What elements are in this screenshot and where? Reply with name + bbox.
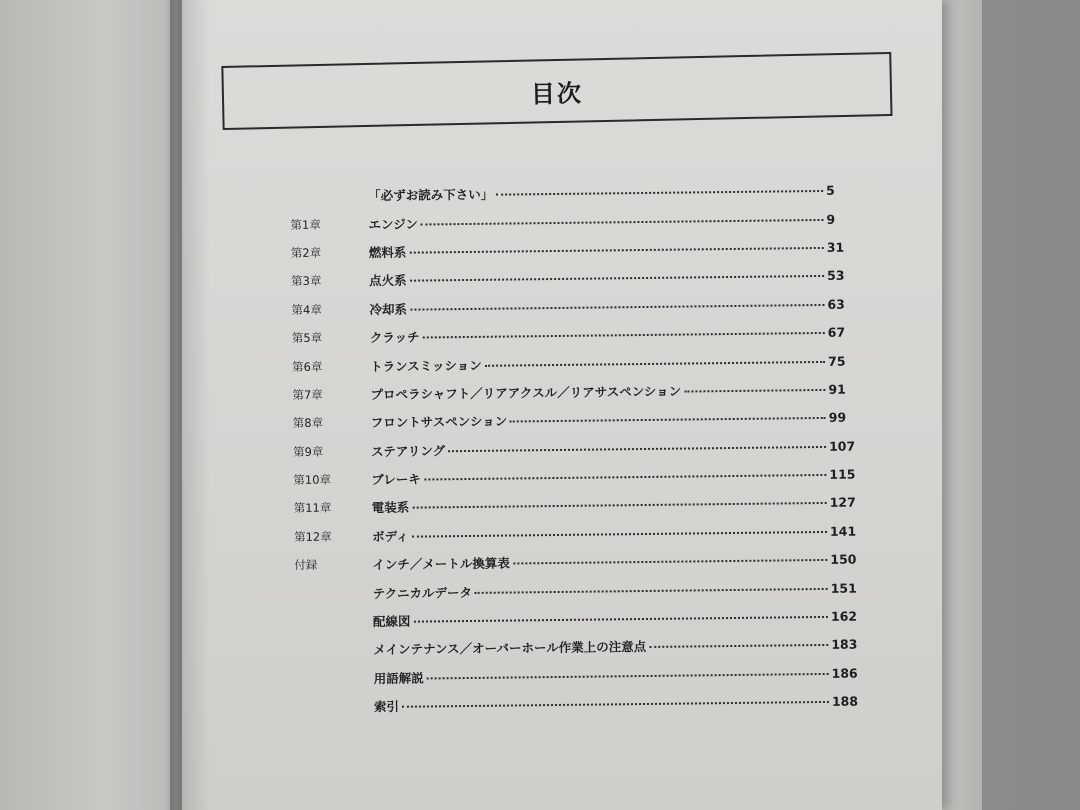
chapter-label: 第1章 xyxy=(290,217,321,232)
page-number: 186 xyxy=(831,665,858,681)
page-number: 9 xyxy=(826,211,836,227)
chapter-label: 第10章 xyxy=(293,472,332,488)
entry-title: クラッチ xyxy=(369,329,420,346)
dot-leader xyxy=(423,332,825,339)
dot-leader xyxy=(510,417,826,423)
toc-entry xyxy=(371,436,863,460)
chapter-label: 第4章 xyxy=(291,302,322,317)
chapter-label: 第12章 xyxy=(293,529,332,544)
page-number: 99 xyxy=(828,410,847,426)
toc-entry xyxy=(370,351,862,375)
dot-leader xyxy=(421,219,824,226)
page-number: 162 xyxy=(830,608,858,624)
page-edge xyxy=(942,0,982,810)
page-number: 141 xyxy=(829,523,857,539)
chapter-label xyxy=(295,650,373,651)
page-number: 188 xyxy=(831,693,859,710)
chapter-label: 第5章 xyxy=(291,330,323,346)
spine-shadow xyxy=(170,0,210,810)
dot-leader xyxy=(448,446,826,452)
page-number: 5 xyxy=(826,183,835,199)
toc-entry xyxy=(374,692,866,716)
table-of-contents xyxy=(290,176,866,722)
page-number: 91 xyxy=(828,381,846,397)
entry-title: 用語解説 xyxy=(373,670,424,686)
toc-entry xyxy=(369,294,861,318)
page-number: 63 xyxy=(827,296,845,312)
dot-leader xyxy=(475,588,828,594)
dot-leader xyxy=(410,275,824,282)
dot-leader xyxy=(410,304,824,311)
toc-entry xyxy=(373,578,865,602)
page-number: 150 xyxy=(830,551,857,568)
chapter-label: 第8章 xyxy=(292,415,324,431)
chapter-label: 第9章 xyxy=(292,444,324,459)
dot-leader xyxy=(427,673,829,680)
toc-entry xyxy=(372,550,864,574)
page-number: 183 xyxy=(831,637,858,653)
toc-entry xyxy=(369,237,861,261)
chapter-label: 第11章 xyxy=(293,501,332,516)
entry-title: メインテナンス／オーバーホール作業上の注意点 xyxy=(373,639,647,658)
dot-leader xyxy=(424,474,826,481)
entry-title: エンジン xyxy=(368,216,418,232)
page-number: 31 xyxy=(826,239,845,255)
toc-entry xyxy=(370,323,862,347)
entry-title: 配線図 xyxy=(372,613,411,630)
entry-title: トランスミッション xyxy=(370,357,482,374)
dot-leader xyxy=(402,701,829,708)
entry-title: 燃料系 xyxy=(368,244,407,261)
toc-entry xyxy=(373,607,865,631)
chapter-label: 第6章 xyxy=(292,359,323,374)
chapter-label: 第7章 xyxy=(292,387,323,402)
entry-title: ステアリング xyxy=(370,442,446,459)
page-number: 107 xyxy=(828,438,856,454)
entry-title: 索引 xyxy=(373,699,400,715)
entry-title: フロントサスペンション xyxy=(370,413,508,431)
entry-title: ブレーキ xyxy=(371,471,421,488)
toc-entry xyxy=(369,266,861,290)
chapter-label xyxy=(296,706,374,707)
left-page xyxy=(0,0,178,810)
chapter-label xyxy=(296,678,374,679)
entry-title: テクニカルデータ xyxy=(372,584,473,601)
toc-entry xyxy=(372,521,864,545)
dot-leader xyxy=(414,616,828,623)
chapter-label xyxy=(290,195,368,196)
chapter-label xyxy=(295,593,373,594)
page-number: 115 xyxy=(829,466,856,482)
toc-entry xyxy=(374,663,866,687)
dot-leader xyxy=(513,559,827,565)
toc-entry xyxy=(372,493,864,517)
dot-leader xyxy=(684,389,825,393)
chapter-label xyxy=(295,621,373,622)
dot-leader xyxy=(649,644,828,648)
entry-title: ボディ xyxy=(371,528,409,544)
page-number: 127 xyxy=(829,495,856,511)
page-number: 53 xyxy=(827,268,845,284)
entry-title: 点火系 xyxy=(369,273,407,289)
entry-title: 冷却系 xyxy=(369,301,408,317)
toc-entry xyxy=(373,635,865,659)
chapter-label: 第3章 xyxy=(291,274,322,289)
dot-leader xyxy=(485,360,825,366)
entry-title: 「必ずお読み下さい」 xyxy=(368,186,494,204)
chapter-label: 第2章 xyxy=(290,245,322,260)
dot-leader xyxy=(412,502,826,509)
toc-title: 目次 xyxy=(530,78,584,109)
toc-entry xyxy=(371,465,863,489)
page-number: 75 xyxy=(827,353,846,369)
page-number: 67 xyxy=(827,324,846,341)
toc-entry xyxy=(370,379,862,403)
dot-leader xyxy=(409,247,823,254)
dot-leader xyxy=(496,190,823,196)
entry-title: 電装系 xyxy=(371,500,410,516)
entry-title: インチ／メートル換算表 xyxy=(372,555,510,573)
toc-entry xyxy=(368,209,860,233)
dot-leader xyxy=(412,531,827,538)
toc-entry xyxy=(371,408,863,432)
entry-title: プロペラシャフト／リアアクスル／リアサスペンション xyxy=(370,383,682,403)
toc-entry xyxy=(368,181,860,205)
page-number: 151 xyxy=(830,580,857,596)
chapter-label: 付録 xyxy=(294,557,318,573)
